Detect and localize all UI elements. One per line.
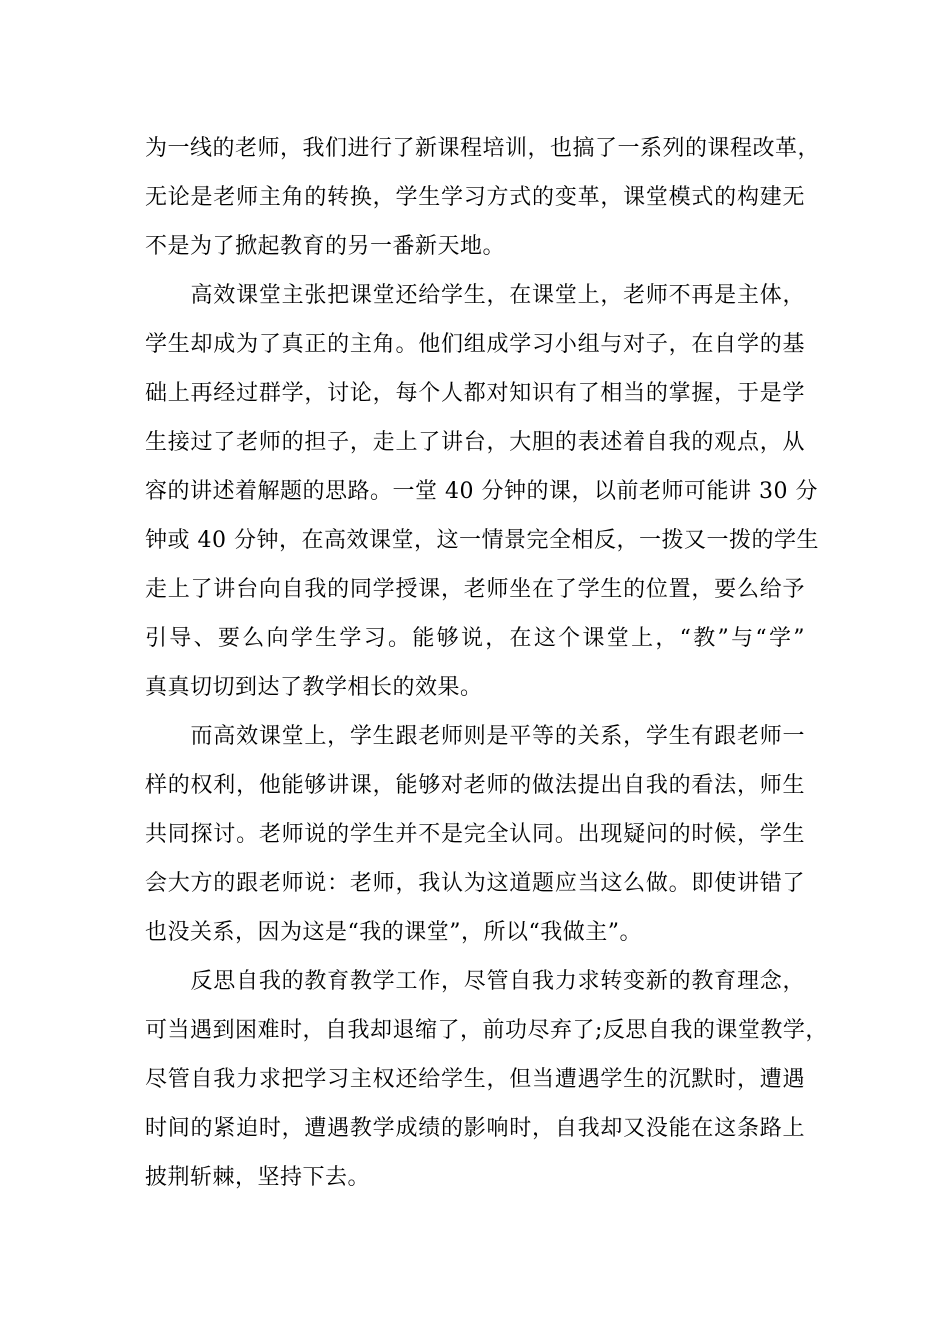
text-line: 披荆斩棘，坚持下去。 xyxy=(145,1165,371,1190)
text-line: 而高效课堂上，学生跟老师则是平等的关系，学生有跟老师一 xyxy=(145,724,805,749)
text-line: 真真切切到达了教学相长的效果。 xyxy=(145,675,483,700)
text-line: 尽管自我力求把学习主权还给学生，但当遭遇学生的沉默时，遭遇 xyxy=(145,1067,805,1092)
paragraph-2 xyxy=(145,271,819,712)
text-line: 引导、要么向学生学习。能够说，在这个课堂上，“教”与“学” xyxy=(145,626,805,651)
text-line: 不是为了掀起教育的另一番新天地。 xyxy=(145,234,506,259)
text-line: 反思自我的教育教学工作，尽管自我力求转变新的教育理念， xyxy=(145,969,805,994)
text-line: 共同探讨。老师说的学生并不是完全认同。出现疑问的时候，学生 xyxy=(145,822,805,847)
paragraph-3 xyxy=(145,712,805,957)
text-line: 高效课堂主张把课堂还给学生，在课堂上，老师不再是主体， xyxy=(145,283,805,308)
text-line: 为一线的老师，我们进行了新课程培训，也搞了一系列的课程改革， xyxy=(145,136,821,161)
text-line: 样的权利，他能够讲课，能够对老师的做法提出自我的看法，师生 xyxy=(145,773,805,798)
text-line: 时间的紧迫时，遭遇教学成绩的影响时，自我却又没能在这条路上 xyxy=(145,1116,805,1141)
text-line: 走上了讲台向自我的同学授课，老师坐在了学生的位置，要么给予 xyxy=(145,577,805,602)
paragraph-4 xyxy=(145,957,828,1202)
text-line: 学生却成为了真正的主角。他们组成学习小组与对子，在自学的基 xyxy=(145,332,805,357)
text-line: 无论是老师主角的转换，学生学习方式的变革，课堂模式的构建无 xyxy=(145,185,805,210)
document-body xyxy=(145,124,828,1202)
paragraph-1 xyxy=(145,124,821,271)
text-line: 会大方的跟老师说：老师，我认为这道题应当这么做。即使讲错了 xyxy=(145,871,805,896)
text-line: 可当遇到困难时，自我却退缩了，前功尽弃了;反思自我的课堂教学， xyxy=(145,1018,828,1043)
text-line: 也没关系，因为这是“我的课堂”，所以“我做主”。 xyxy=(145,920,642,945)
text-line: 础上再经过群学，讨论，每个人都对知识有了相当的掌握，于是学 xyxy=(145,381,805,406)
text-line: 钟或 40 分钟，在高效课堂，这一情景完全相反，一拨又一拨的学生 xyxy=(145,528,819,553)
text-line: 容的讲述着解题的思路。一堂 40 分钟的课，以前老师可能讲 30 分 xyxy=(145,479,818,504)
text-line: 生接过了老师的担子，走上了讲台，大胆的表述着自我的观点，从 xyxy=(145,430,805,455)
